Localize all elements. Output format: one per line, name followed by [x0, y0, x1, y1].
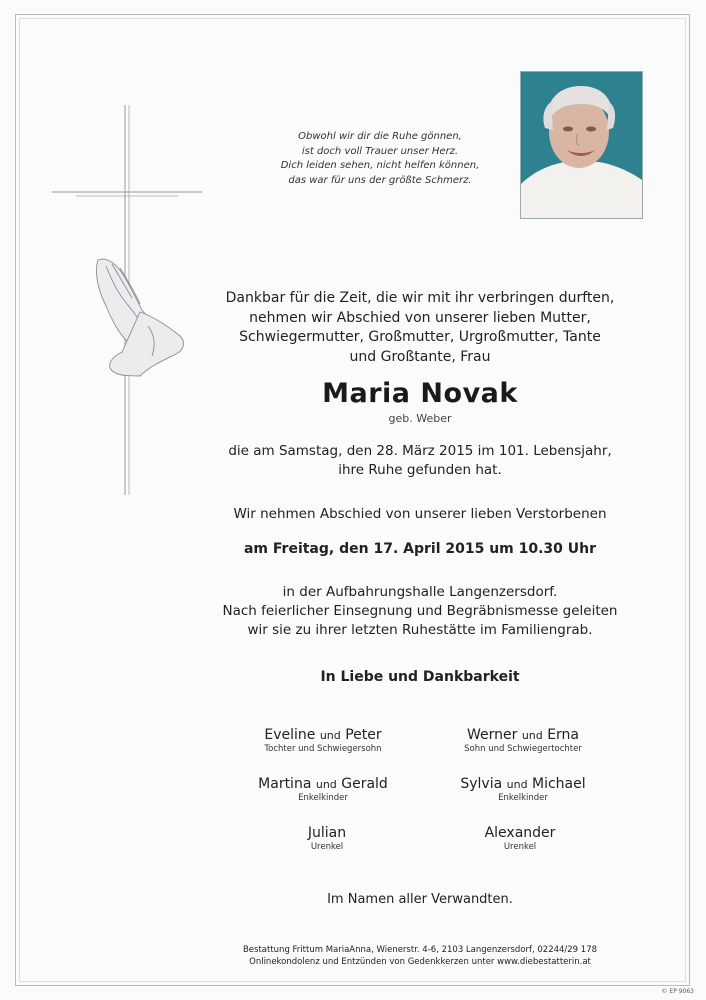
- farewell-text: Wir nehmen Abschied von unserer lieben Verstorbenen: [233, 506, 607, 522]
- place-line: in der Aufbahrungshalle Langenzersdorf.: [282, 584, 558, 600]
- quote-line: das war für uns der größte Schmerz.: [288, 174, 472, 186]
- footer-address: Bestattung Frittum MariaAnna, Wienerstr. 4-6, 2103 Langenzersdorf, 02244/29 178: [242, 945, 598, 955]
- mourner-relation: Enkelkinder: [298, 793, 348, 803]
- mourner-name: Eveline: [264, 727, 316, 743]
- mourner-relation: Enkelkinder: [498, 793, 548, 803]
- poem-quote: [245, 130, 515, 188]
- funeral-date: am Freitag, den 17. April 2015 um 10.30 Uhr: [243, 541, 597, 557]
- death-line: ihre Ruhe gefunden hat.: [338, 462, 502, 478]
- quote-line: ist doch voll Trauer unser Herz.: [301, 145, 459, 157]
- mourner-name: Werner: [466, 727, 518, 743]
- mourner-entry: [393, 727, 653, 754]
- portrait-photo: [520, 71, 643, 219]
- death-notice: [210, 442, 630, 480]
- mourner-name: Gerald: [341, 776, 388, 792]
- mourner-relation: Sohn und Schwiegertochter: [464, 744, 582, 754]
- mourner-name: Martina: [258, 776, 312, 792]
- mourner-relation: Urenkel: [310, 842, 344, 852]
- mourner-name: Michael: [532, 776, 586, 792]
- death-line: die am Samstag, den 28. März 2015 im 101. Lebensjahr,: [228, 443, 612, 459]
- closing-line: Im Namen aller Verwandten.: [327, 892, 513, 907]
- place-line: Nach feierlicher Einsegnung und Begräbnismesse geleiten: [222, 603, 618, 619]
- intro-line: nehmen wir Abschied von unserer lieben Mutter,: [249, 309, 591, 326]
- deceased-name: Maria Novak: [322, 378, 518, 409]
- place-line: wir sie zu ihrer letzten Ruhestätte im Familiengrab.: [247, 622, 593, 638]
- mourner-name: Julian: [307, 825, 347, 841]
- intro-line: Dankbar für die Zeit, die wir mit ihr verbringen durften,: [225, 290, 615, 306]
- mourner-und: und: [521, 729, 543, 742]
- intro-line: und Großtante, Frau: [349, 348, 491, 365]
- mourner-relation: Tochter und Schwiegersohn: [264, 744, 382, 754]
- mourner-und: und: [319, 729, 341, 742]
- mourner-und: und: [315, 778, 337, 791]
- mourner-name: Peter: [345, 727, 382, 743]
- funeral-place: [210, 583, 630, 640]
- mourner-name: Sylvia: [460, 776, 503, 792]
- template-code: © EP 9063: [661, 988, 694, 995]
- love-gratitude: In Liebe und Dankbarkeit: [320, 669, 520, 685]
- footer-website: Onlinekondolenz und Entzünden von Gedenkkerzen unter www.diebestatterin.at: [249, 956, 591, 967]
- mourner-entry: [390, 825, 650, 852]
- cross-praying-hands-icon: [48, 100, 208, 500]
- mourner-und: und: [506, 778, 528, 791]
- mourner-entry: [393, 776, 653, 803]
- mourner-relation: Urenkel: [503, 842, 537, 852]
- quote-line: Dich leiden sehen, nicht helfen können,: [280, 160, 480, 172]
- funeral-home-footer: [210, 945, 630, 968]
- intro-text: [210, 289, 630, 367]
- quote-line: Obwohl wir dir die Ruhe gönnen,: [298, 131, 462, 142]
- intro-line: Schwiegermutter, Großmutter, Urgroßmutter, Tante: [239, 329, 601, 345]
- mourner-name: Erna: [547, 727, 580, 743]
- birth-name: geb. Weber: [388, 412, 452, 425]
- mourner-name: Alexander: [484, 825, 556, 841]
